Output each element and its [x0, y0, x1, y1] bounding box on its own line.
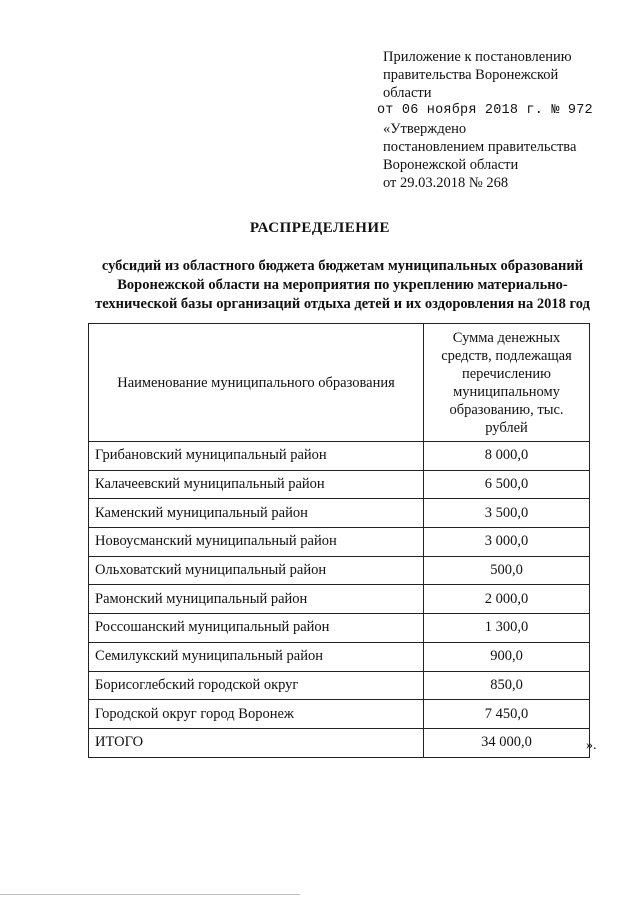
table-header-row — [89, 324, 590, 442]
table-row — [89, 700, 590, 729]
table-row — [89, 642, 590, 671]
municipality-name: Борисоглебский городской округ — [89, 671, 424, 700]
amount-value: 2 000,0 — [424, 585, 590, 614]
appendix-line: «Утверждено — [383, 121, 467, 137]
table-row — [89, 528, 590, 557]
amount-value: 850,0 — [424, 671, 590, 700]
appendix-line: правительства Воронежской — [383, 67, 559, 83]
table-row — [89, 556, 590, 585]
table-row — [89, 470, 590, 499]
appendix-line: постановлением правительства — [383, 139, 577, 155]
municipality-name: Новоусманский муниципальный район — [89, 528, 424, 557]
header-amount: Сумма денежных средств, подлежащая перечислению муниципальному образованию, тыс. рублей — [424, 324, 590, 442]
table-total-row — [89, 728, 590, 757]
amount-value: 7 450,0 — [424, 700, 590, 729]
document-heading: РАСПРЕДЕЛЕНИЕ — [249, 220, 391, 236]
municipality-name: Калачеевский муниципальный район — [89, 470, 424, 499]
municipality-name: Рамонский муниципальный район — [89, 585, 424, 614]
scan-edge-line — [0, 894, 300, 895]
amount-value: 3 500,0 — [424, 499, 590, 528]
municipality-name: Россошанский муниципальный район — [89, 614, 424, 643]
amount-value: 500,0 — [424, 556, 590, 585]
amount-value: 8 000,0 — [424, 442, 590, 471]
municipality-name: Ольховатский муниципальный район — [89, 556, 424, 585]
total-label: ИТОГО — [89, 728, 424, 757]
table-row — [89, 614, 590, 643]
appendix-line: Приложение к постановлению — [383, 49, 572, 65]
municipality-name: Городской округ город Воронеж — [89, 700, 424, 729]
municipality-name: Каменский муниципальный район — [89, 499, 424, 528]
table-row — [89, 499, 590, 528]
appendix-line: от 29.03.2018 № 268 — [383, 175, 509, 191]
table-row — [89, 442, 590, 471]
amount-value: 6 500,0 — [424, 470, 590, 499]
subsidy-table — [88, 323, 590, 758]
closing-quote-mark: ». — [586, 738, 597, 753]
appendix-line: области — [383, 85, 432, 101]
header-municipality: Наименование муниципального образования — [89, 324, 424, 442]
appendix-line: Воронежской области — [383, 157, 519, 173]
total-value: 34 000,0 — [424, 728, 590, 757]
amount-value: 3 000,0 — [424, 528, 590, 557]
municipality-name: Семилукский муниципальный район — [89, 642, 424, 671]
amount-value: 1 300,0 — [424, 614, 590, 643]
table-row — [89, 585, 590, 614]
resolution-number-stamp: от 06 ноября 2018 г. № 972 — [377, 103, 593, 118]
table-row — [89, 671, 590, 700]
municipality-name: Грибановский муниципальный район — [89, 442, 424, 471]
document-subtitle: субсидий из областного бюджета бюджетам муниципальных образований Воронежской области на мероприятия по укреплению материально-технической базы организаций отдыха детей и их оздоровления на 2018 год — [95, 258, 590, 312]
amount-value: 900,0 — [424, 642, 590, 671]
appendix-block — [377, 48, 623, 192]
